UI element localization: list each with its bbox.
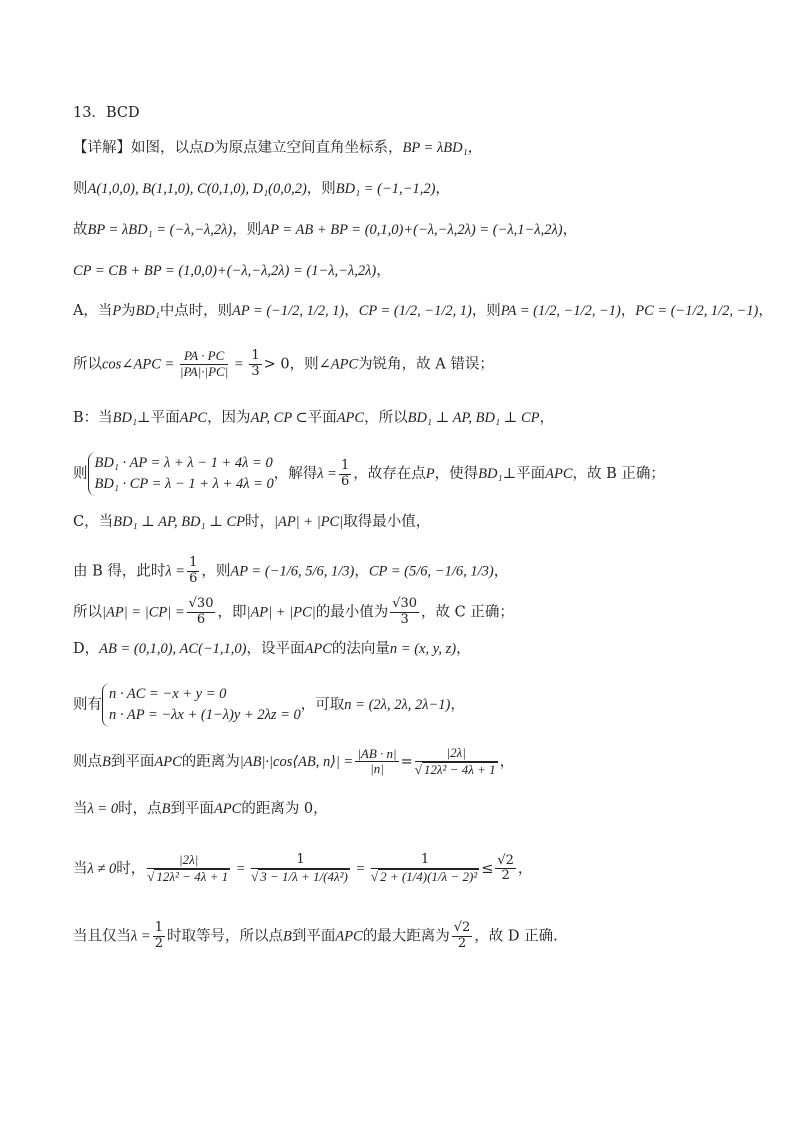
ap-midpoint-vector: AP = (−1/2, 1/2, 1) [232,303,345,319]
text: 当且仅当 [73,928,131,945]
text: ，所以 [364,410,408,426]
numerator: |AB · n| [357,745,397,761]
text: 则点 [73,753,102,770]
bp-equation: BP = λBD₁， [402,140,483,156]
text: 到平面 [291,928,336,945]
plane-apc: APC [154,753,182,770]
text: 由 B 得，此时 [73,563,166,580]
length-equation: |AP| = |CP| = [102,604,185,621]
points-coordinates: A(1,0,0), B(1,1,0), C(0,1,0), D₁(0,0,2) [87,181,307,197]
intro-text: 如图，以点 [131,140,204,156]
condition: λ = 0 [87,801,119,817]
text: ， [376,263,391,279]
distance-expr: |AB|·|cos⟨AB, n⟩| = [239,753,354,770]
lambda-fraction [187,556,199,587]
bp-vector: BP = λBD₁ = (−λ,−λ,2λ) [87,222,233,238]
option-d-system [73,683,465,727]
text: 取得最小值， [343,514,431,530]
text: ， [499,753,515,770]
numerator: 1 [340,457,350,473]
perp-expr: BD₁ ⊥ AP, BD₁ ⊥ CP [113,514,245,530]
subset-expr: AP, CP ⊂ [250,410,308,426]
point-b: B [282,928,292,945]
text: 的最大距离为 [362,928,450,945]
sum-expr: |AP| + |PC| [273,514,344,530]
text: ⊥平面 [137,410,180,426]
pc-vector: PC = (−1/2, 1/2, −1) [635,303,759,319]
plane-apc: APC [304,641,332,657]
ap-vector: AP = AB + BP = (0,1,0)+(−λ,−λ,2λ) = (−λ,1−λ,2λ) [261,222,563,238]
text: = [400,753,413,770]
option-b-system [73,452,665,496]
text: ，即 [217,604,247,621]
option-b-line [73,411,554,426]
lambda-label: λ = [317,466,337,483]
text: 中点时，则 [159,303,233,319]
text: ，则 [289,356,319,373]
text: 的距离为 0， [241,801,328,817]
length-fraction [187,597,216,628]
point-b: B [102,753,111,770]
text: C，当 [73,514,114,530]
bd1-label: BD₁ [135,303,160,319]
text: ≤ [481,860,494,877]
numerator: |2λ| [415,746,498,762]
ap-vector: AP = (−1/6, 5/6, 1/3) [230,563,355,580]
text: ，则 [306,181,336,197]
distance-fraction: $\frac{|2\lambda|}{\text{√ 12λ² − 4λ + 1}}$ [414,745,496,777]
text: 到平面 [110,753,155,770]
text: ， [344,303,359,319]
cos-fraction [180,349,228,380]
point-p: P [425,466,435,483]
text: 则 [73,466,88,483]
pa-vector: PA = (1/2, −1/2, −1) [500,303,621,319]
text: ， [539,410,554,426]
cp-vector: CP = CB + BP = (1,0,0)+(−λ,−λ,2λ) = (1−λ,−λ,2λ) [73,263,377,279]
denominator: |PA|·|PC| [179,363,229,379]
text: ，则 [232,222,262,238]
condition: λ ≠ 0 [87,860,117,877]
text: ，使得 [434,466,479,483]
option-d-zero-case [73,802,328,817]
max-distance-fraction [452,921,473,952]
text: ， [354,563,369,580]
bp-line [73,223,577,238]
angle-apc: ∠APC [318,356,359,373]
numerator: √2 [497,852,514,868]
text: 则有 [73,697,102,714]
option-c-result [73,597,514,628]
point-d: D [203,140,214,156]
option-a-line [73,304,773,318]
value-fraction [249,349,261,380]
text: ， [517,860,533,877]
numerator: √30 [188,596,214,611]
text: 的法向量 [331,641,390,657]
text: ，设平面 [246,641,305,657]
text: ， [456,641,471,657]
numerator: |2λ| [147,853,230,869]
text: 当 [73,860,88,877]
text: ，故存在点 [353,466,426,483]
ab-ac-vectors: AB = (0,1,0), AC(−1,1,0) [99,641,247,657]
lambda-label: λ = [131,928,151,945]
text: ， [450,697,465,714]
option-d-line [73,642,471,657]
equation-2: n · AP = −λx + (1−λ)y + 2λz = 0 [109,707,301,724]
numerator: 1 [251,853,350,869]
denominator: 12λ² − 4λ + 1 [423,761,496,777]
lambda-label: λ = [165,563,186,580]
option-d-conclusion [73,921,558,952]
step-fraction-1: $\frac{|2\lambda|}{\text{√ 12λ² − 4λ + 1}}$ [147,852,229,884]
projection-fraction [355,747,398,778]
cos-angle: cos∠APC [102,356,161,373]
text: B：当 [73,410,113,426]
text: 所以 [73,604,102,621]
text: 则 [73,181,88,197]
text: 的最小值为 [315,604,389,621]
denominator: 12λ² − 4λ + 1 [156,868,229,884]
denominator: 2 [154,935,163,951]
denominator: 6 [340,473,350,489]
lambda-fraction [339,459,351,490]
sum-expr: |AP| + |PC| [246,604,316,621]
detail-label: 【详解】 [73,140,131,156]
text: ， [493,563,509,580]
cp-line [73,264,391,279]
plane-apc: APC [213,801,242,817]
point-p: P [112,303,122,319]
bd1-vector: BD₁ = (−1,−1,2) [335,181,436,197]
text: ，解得 [273,466,318,483]
text: 时，点 [118,801,162,817]
text: ，可取 [300,697,345,714]
bound-fraction [495,854,516,885]
option-a-conclusion: 所以cos∠APC = $\frac{PA \cdot PC}{|PA|\cdot|PC|}$ = $\frac{1}{3}$ > 0，则∠APC为锐角，故 A 错误； [73,348,494,379]
numerator: 1 [154,920,163,935]
text: 时， [116,860,146,877]
text: D， [73,641,100,657]
text: 当 [73,801,88,817]
numerator: PA · PC [180,349,228,365]
step-fraction-2: $\frac{1}{\text{√ 3 − 1/λ + 1/(4λ²)}}$ [251,852,348,884]
text: 到平面 [170,801,214,817]
denominator: 3 [251,363,260,379]
denominator: 3 [400,611,409,627]
denominator: |n| [370,761,384,777]
plane-apc: APC [179,410,208,426]
option-c-vectors [73,556,508,587]
equation-2: BD₁ · CP = λ − 1 + λ + 4λ = 0 [94,476,274,493]
text: ， [758,303,773,319]
text: 为 [121,303,136,319]
intro-text2: 为原点建立空间直角坐标系， [213,140,403,156]
denominator: 6 [196,611,206,627]
numerator: 1 [251,348,260,363]
lambda-fraction [153,921,165,952]
text: ，则 [201,563,231,580]
numerator: 1 [371,853,479,869]
option-c-line [73,515,430,530]
text: 平面 [307,410,337,426]
equation-system [102,683,301,727]
text: 时， [244,514,274,530]
text: ， [435,181,450,197]
text: 的距离为 [181,753,240,770]
bd1-label: BD₁ [478,466,503,483]
question-number: 13．BCD [73,105,140,121]
text: ，故 B 正确； [572,466,665,483]
numerator: √2 [453,920,471,935]
text: ， [620,303,636,319]
denominator: 3 − 1/λ + 1/(4λ²) [260,868,348,884]
numerator: √30 [392,596,418,611]
text: 为锐角，故 A 错误； [358,356,494,373]
plane-apc: APC [336,410,365,426]
perp-expr: BD₁ ⊥ AP, BD₁ ⊥ CP [407,410,540,426]
text: 故 [73,222,88,238]
point-b: B [161,801,171,817]
text: ， [562,222,578,238]
denominator: 2 [501,868,510,884]
option-d-distance [73,746,514,778]
plane-apc: APC [335,928,363,945]
equation-system [88,452,274,496]
text: ，则 [471,303,501,319]
min-fraction [390,597,419,628]
equation-1: BD₁ · AP = λ + λ − 1 + 4λ = 0 [94,455,273,471]
numerator: 1 [189,555,198,570]
text: ，因为 [207,410,251,426]
equation-1: n · AC = −x + y = 0 [109,686,227,702]
cp-midpoint-vector: CP = (1/2, −1/2, 1) [358,303,472,319]
text: 所以 [73,356,102,373]
text: ，故 C 正确； [421,604,514,621]
text: ⊥平面 [502,466,546,483]
denominator: 2 [457,935,467,951]
bd1-label: BD₁ [112,410,138,426]
coords-line [73,182,450,197]
normal-vector-value: n = (2λ, 2λ, 2λ−1) [344,697,451,714]
text: ，故 D 正确. [474,928,558,945]
cp-vector: CP = (5/6, −1/6, 1/3) [368,563,494,580]
intro-line [73,141,482,156]
normal-vector: n = (x, y, z) [389,641,457,657]
denominator: 2 + (1/4)(1/λ − 2)² [380,868,478,884]
step-fraction-3: $\frac{1}{\text{√ 2 + (1/4)(1/λ − 2)²}}$ [370,852,478,884]
text: 时取等号，所以点 [166,928,283,945]
text: A，当 [73,303,113,319]
denominator: 6 [189,570,198,586]
option-d-nonzero-case: 当λ ≠ 0时， $\frac{|2\lambda|}{\text{√ 12λ² − 4λ + 1}}$ = $\frac{1}{\text{√ 3 − 1/λ + 1/(4λ²)}}$ = $\frac{1}{\text{√ 2 + (1/4)(1/λ − 2)²}}$ ≤ $\frac{√2}{2}$ ， [73,852,533,884]
text: > 0 [263,356,290,373]
plane-apc: APC [545,466,573,483]
